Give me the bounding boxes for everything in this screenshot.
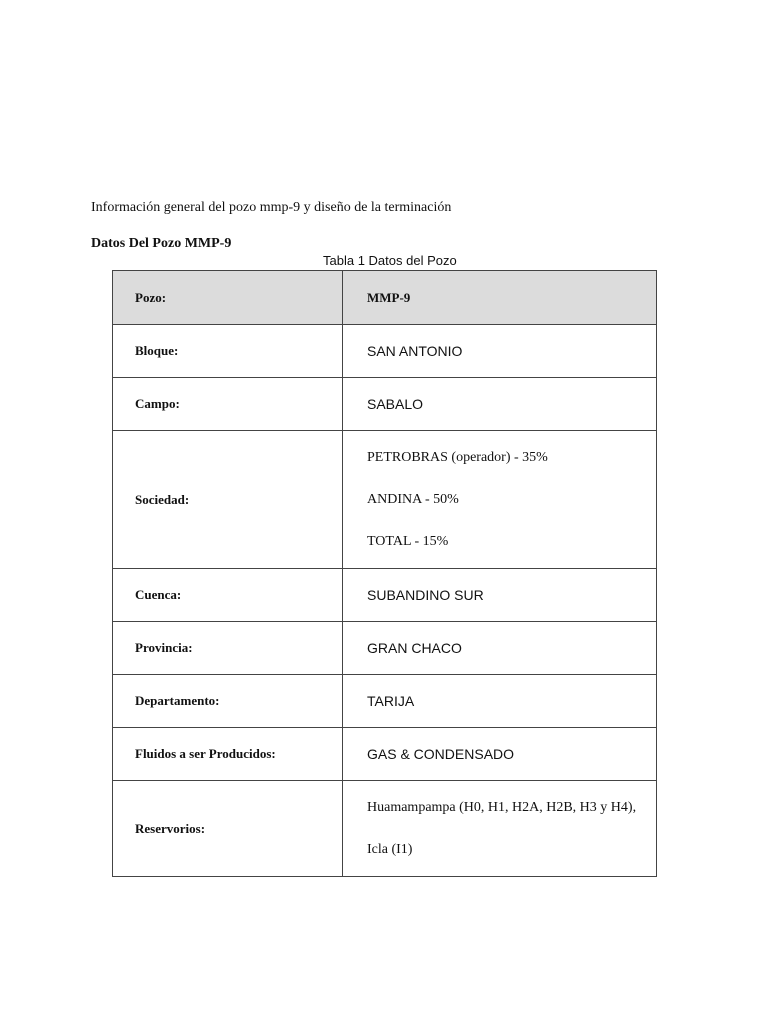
row-value-sociedad <box>343 431 657 569</box>
row-label-cuenca: Cuenca: <box>113 569 343 622</box>
table-row <box>113 675 657 728</box>
row-value-reservorios <box>343 781 657 877</box>
table-header-row <box>113 271 657 325</box>
table-row <box>113 378 657 431</box>
row-value-pozo: MMP-9 <box>343 271 657 325</box>
row-value-campo: SABALO <box>343 378 657 431</box>
well-data-table <box>112 270 657 877</box>
intro-paragraph: Información general del pozo mmp-9 y diseño de la terminación <box>91 200 452 215</box>
row-label-bloque: Bloque: <box>113 325 343 378</box>
table-row <box>113 622 657 675</box>
reservorios-line: Icla (I1) <box>367 841 413 857</box>
sociedad-line: TOTAL - 15% <box>367 533 449 549</box>
row-value-provincia: GRAN CHACO <box>343 622 657 675</box>
table-row <box>113 728 657 781</box>
row-value-bloque: SAN ANTONIO <box>343 325 657 378</box>
table-caption: Tabla 1 Datos del Pozo <box>323 253 457 268</box>
sociedad-line: PETROBRAS (operador) - 35% <box>367 449 548 465</box>
table-row <box>113 431 657 569</box>
row-label-provincia: Provincia: <box>113 622 343 675</box>
sociedad-line: ANDINA - 50% <box>367 491 459 507</box>
section-heading: Datos Del Pozo MMP-9 <box>91 236 232 251</box>
row-label-campo: Campo: <box>113 378 343 431</box>
row-label-departamento: Departamento: <box>113 675 343 728</box>
row-label-fluidos: Fluidos a ser Producidos: <box>113 728 343 781</box>
reservorios-line: Huamampampa (H0, H1, H2A, H2B, H3 y H4), <box>367 799 637 815</box>
row-label-pozo: Pozo: <box>113 271 343 325</box>
row-value-cuenca: SUBANDINO SUR <box>343 569 657 622</box>
row-label-reservorios: Reservorios: <box>113 781 343 877</box>
table-row <box>113 781 657 877</box>
table-row <box>113 325 657 378</box>
table-row <box>113 569 657 622</box>
row-value-departamento: TARIJA <box>343 675 657 728</box>
row-label-sociedad: Sociedad: <box>113 431 343 569</box>
row-value-fluidos: GAS & CONDENSADO <box>343 728 657 781</box>
